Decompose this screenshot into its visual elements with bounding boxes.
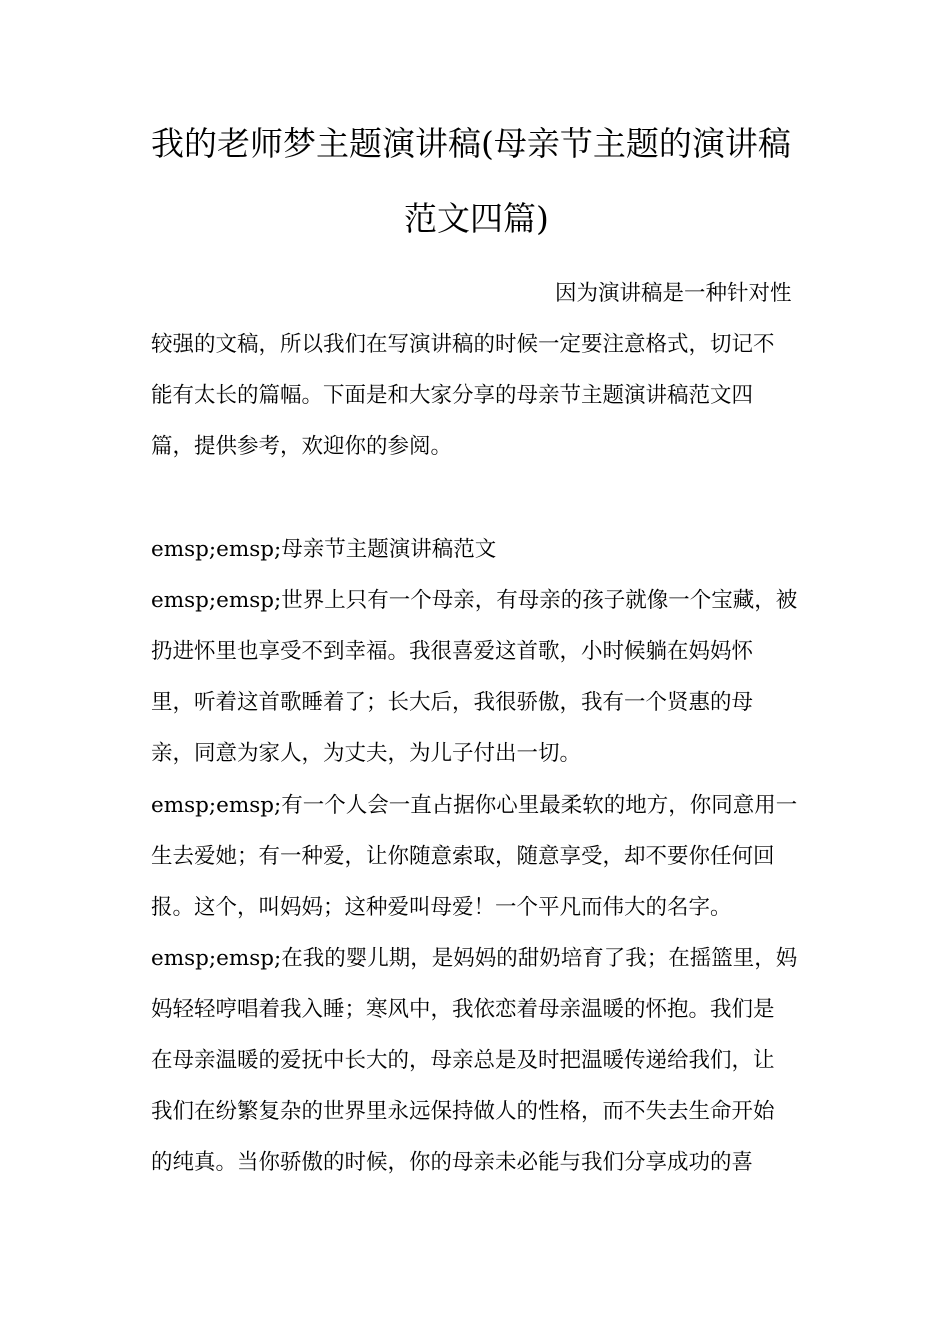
- document-title-line-2: 范文四篇): [404, 199, 549, 238]
- intro-line-3: 能有太长的篇幅。下面是和大家分享的母亲节主题演讲稿范文四: [151, 383, 754, 408]
- intro-line-2: 较强的文稿，所以我们在写演讲稿的时候一定要注意格式，切记不: [151, 332, 775, 357]
- intro-line-4: 篇，提供参考，欢迎你的参阅。: [151, 434, 453, 459]
- intro-line-1: 因为演讲稿是一种针对性: [555, 281, 792, 306]
- paragraph-3-line-5: 的纯真。当你骄傲的时候，你的母亲未必能与我们分享成功的喜: [151, 1150, 754, 1175]
- paragraph-2-line-2: 生去爱她；有一种爱，让你随意索取，随意享受，却不要你任何回: [151, 844, 775, 869]
- paragraph-3-line-2: 妈轻轻哼唱着我入睡；寒风中，我依恋着母亲温暖的怀抱。我们是: [151, 997, 775, 1022]
- document-title-line-1: 我的老师梦主题演讲稿(母亲节主题的演讲稿: [151, 124, 791, 163]
- paragraph-1-line-2: 扔进怀里也享受不到幸福。我很喜爱这首歌，小时候躺在妈妈怀: [151, 639, 754, 664]
- paragraph-1-line-3: 里，听着这首歌睡着了；长大后，我很骄傲，我有一个贤惠的母: [151, 690, 754, 715]
- paragraph-1-line-1: emsp;emsp;世界上只有一个母亲，有母亲的孩子就像一个宝藏，被: [151, 588, 798, 613]
- paragraph-3-line-4: 我们在纷繁复杂的世界里永远保持做人的性格，而不失去生命开始: [151, 1099, 775, 1124]
- paragraph-1-line-4: 亲，同意为家人，为丈夫，为儿子付出一切。: [151, 741, 582, 766]
- section-heading: emsp;emsp;母亲节主题演讲稿范文: [151, 537, 497, 562]
- paragraph-2-line-1: emsp;emsp;有一个人会一直占据你心里最柔软的地方，你同意用一: [151, 793, 798, 818]
- paragraph-2-line-3: 报。这个，叫妈妈；这种爱叫母爱！一个平凡而伟大的名字。: [151, 895, 732, 920]
- paragraph-3-line-3: 在母亲温暖的爱抚中长大的，母亲总是及时把温暖传递给我们，让: [151, 1048, 775, 1073]
- paragraph-3-line-1: emsp;emsp;在我的婴儿期，是妈妈的甜奶培育了我；在摇篮里，妈: [151, 946, 798, 971]
